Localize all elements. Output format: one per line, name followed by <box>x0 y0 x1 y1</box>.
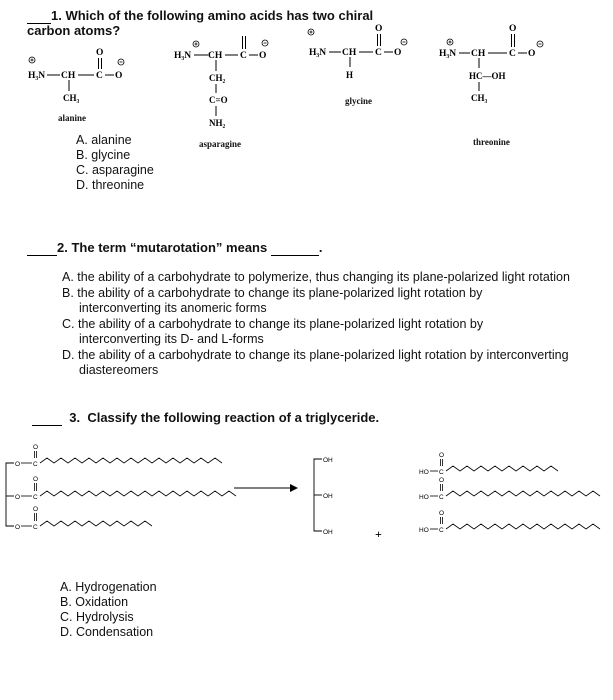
glycine-alpha: CH <box>342 48 357 58</box>
threonine-amine: H₃N <box>439 49 457 59</box>
asparagine-alpha: CH <box>208 51 223 61</box>
q1-option-a[interactable]: A. alanine <box>76 133 132 147</box>
acid2-c: C <box>439 494 444 501</box>
asparagine-carbonyl: C <box>240 51 247 61</box>
q3-option-b[interactable]: B. Oxidation <box>60 595 129 609</box>
acid3-c: C <box>439 527 444 534</box>
asparagine-label: asparagine <box>199 139 242 149</box>
q3-option-d[interactable]: D. Condensation <box>60 625 154 639</box>
acid3-ho: HO <box>419 527 429 534</box>
q1-answer-blank[interactable] <box>27 8 51 24</box>
q3-option-a[interactable]: A. Hydrogenation <box>60 580 157 594</box>
threonine-diagram <box>433 22 553 112</box>
acid2-ho: HO <box>419 494 429 501</box>
q1-stem-line2: carbon atoms? <box>27 23 121 38</box>
glycerol-backbone <box>6 463 14 526</box>
triglyceride-hydrolysis-svg <box>0 436 613 556</box>
acid1-ho: HO <box>419 469 429 476</box>
alanine-label: alanine <box>58 113 87 123</box>
q3-option-c[interactable]: C. Hydrolysis <box>60 610 134 624</box>
alanine-oxygen: O <box>115 71 123 81</box>
fatty-chain-1 <box>40 458 222 463</box>
fatty-acid-chain-1 <box>446 466 558 471</box>
asparagine-ch2: CH₂ <box>209 73 226 83</box>
asparagine-diagram <box>174 30 279 140</box>
threonine-structure <box>433 22 553 112</box>
acid1-carbonyl-o: O <box>439 452 445 459</box>
ester1-c: C <box>33 461 38 468</box>
ester2-o: O <box>15 494 21 501</box>
ester3-o: O <box>15 524 21 531</box>
q2-option-c[interactable]: C. the ability of a carbohydrate to change its plane-polarized light rotation by interconverting its D- and L-forms <box>62 317 484 346</box>
ester3-c: C <box>33 524 38 531</box>
acid1-c: C <box>439 469 444 476</box>
alanine-amine: H₃N <box>28 71 46 81</box>
q1-stem: 1. Which of the following amino acids has two chiral <box>27 8 373 24</box>
reaction-arrowhead <box>290 484 298 492</box>
glycerol-oh-3: OH <box>323 529 333 536</box>
acid3-carbonyl-o: O <box>439 510 445 517</box>
glycine-carbonyl: C <box>375 48 382 58</box>
q1-option-c[interactable]: C. asparagine <box>76 163 154 177</box>
asparagine-structure <box>174 30 279 140</box>
threonine-alpha: CH <box>471 49 486 59</box>
glycine-label: glycine <box>345 96 372 106</box>
plus-sign: + <box>375 527 382 541</box>
q3-answer-blank[interactable] <box>32 410 62 426</box>
threonine-carbonyl: C <box>509 49 516 59</box>
q2-stem: 2. The term “mutarotation” means . <box>27 240 322 256</box>
asparagine-amine: H₃N <box>174 51 192 61</box>
fatty-chain-3 <box>40 521 152 526</box>
asparagine-nh2: NH₂ <box>209 118 226 128</box>
q2-option-d[interactable]: D. the ability of a carbohydrate to change its plane-polarized light rotation by interconverting diastereomers <box>62 348 569 377</box>
threonine-carbonyl-o: O <box>509 24 517 34</box>
ester2-c: C <box>33 494 38 501</box>
q2-answer-blank[interactable] <box>27 240 57 256</box>
threonine-hcoh: HC—OH <box>469 71 506 81</box>
ester3-carbonyl-o: O <box>33 506 39 513</box>
glycine-carbonyl-o: O <box>375 24 383 34</box>
fatty-acid-chain-3 <box>446 524 600 529</box>
q3-stem: 3. Classify the following reaction of a triglyceride. <box>32 410 379 426</box>
glycine-structure <box>305 22 417 92</box>
asparagine-oxygen: O <box>259 51 267 61</box>
alanine-carbonyl-o: O <box>96 48 104 58</box>
glycine-h: H <box>346 70 354 80</box>
asparagine-co: C=O <box>209 95 228 105</box>
fatty-chain-2 <box>40 491 236 496</box>
glycine-diagram <box>305 22 417 92</box>
acid2-carbonyl-o: O <box>439 477 445 484</box>
glycerol-oh-2: OH <box>323 493 333 500</box>
alanine-sidechain: CH₃ <box>63 93 80 103</box>
fatty-acid-chain-2 <box>446 491 600 496</box>
q1-option-b[interactable]: B. glycine <box>76 148 131 162</box>
ester2-carbonyl-o: O <box>33 476 39 483</box>
q2-term-blank[interactable] <box>271 240 319 256</box>
reaction-diagram <box>0 436 613 556</box>
q1-option-d[interactable]: D. threonine <box>76 178 145 192</box>
alanine-carbonyl: C <box>96 71 103 81</box>
q2-option-b[interactable]: B. the ability of a carbohydrate to change its plane-polarized light rotation by interconverting its anomeric forms <box>62 286 483 315</box>
ester1-o: O <box>15 461 21 468</box>
threonine-ch3: CH₃ <box>471 93 488 103</box>
threonine-oxygen: O <box>528 49 536 59</box>
glycine-amine: H₃N <box>309 48 327 58</box>
threonine-label: threonine <box>473 137 510 147</box>
glycine-oxygen: O <box>394 48 402 58</box>
glycerol-oh-1: OH <box>323 457 333 464</box>
alanine-alpha: CH <box>61 71 76 81</box>
ester1-carbonyl-o: O <box>33 444 39 451</box>
q2-option-a[interactable]: A. the ability of a carbohydrate to polymerize, thus changing its plane-polarized light rotation <box>62 270 570 284</box>
